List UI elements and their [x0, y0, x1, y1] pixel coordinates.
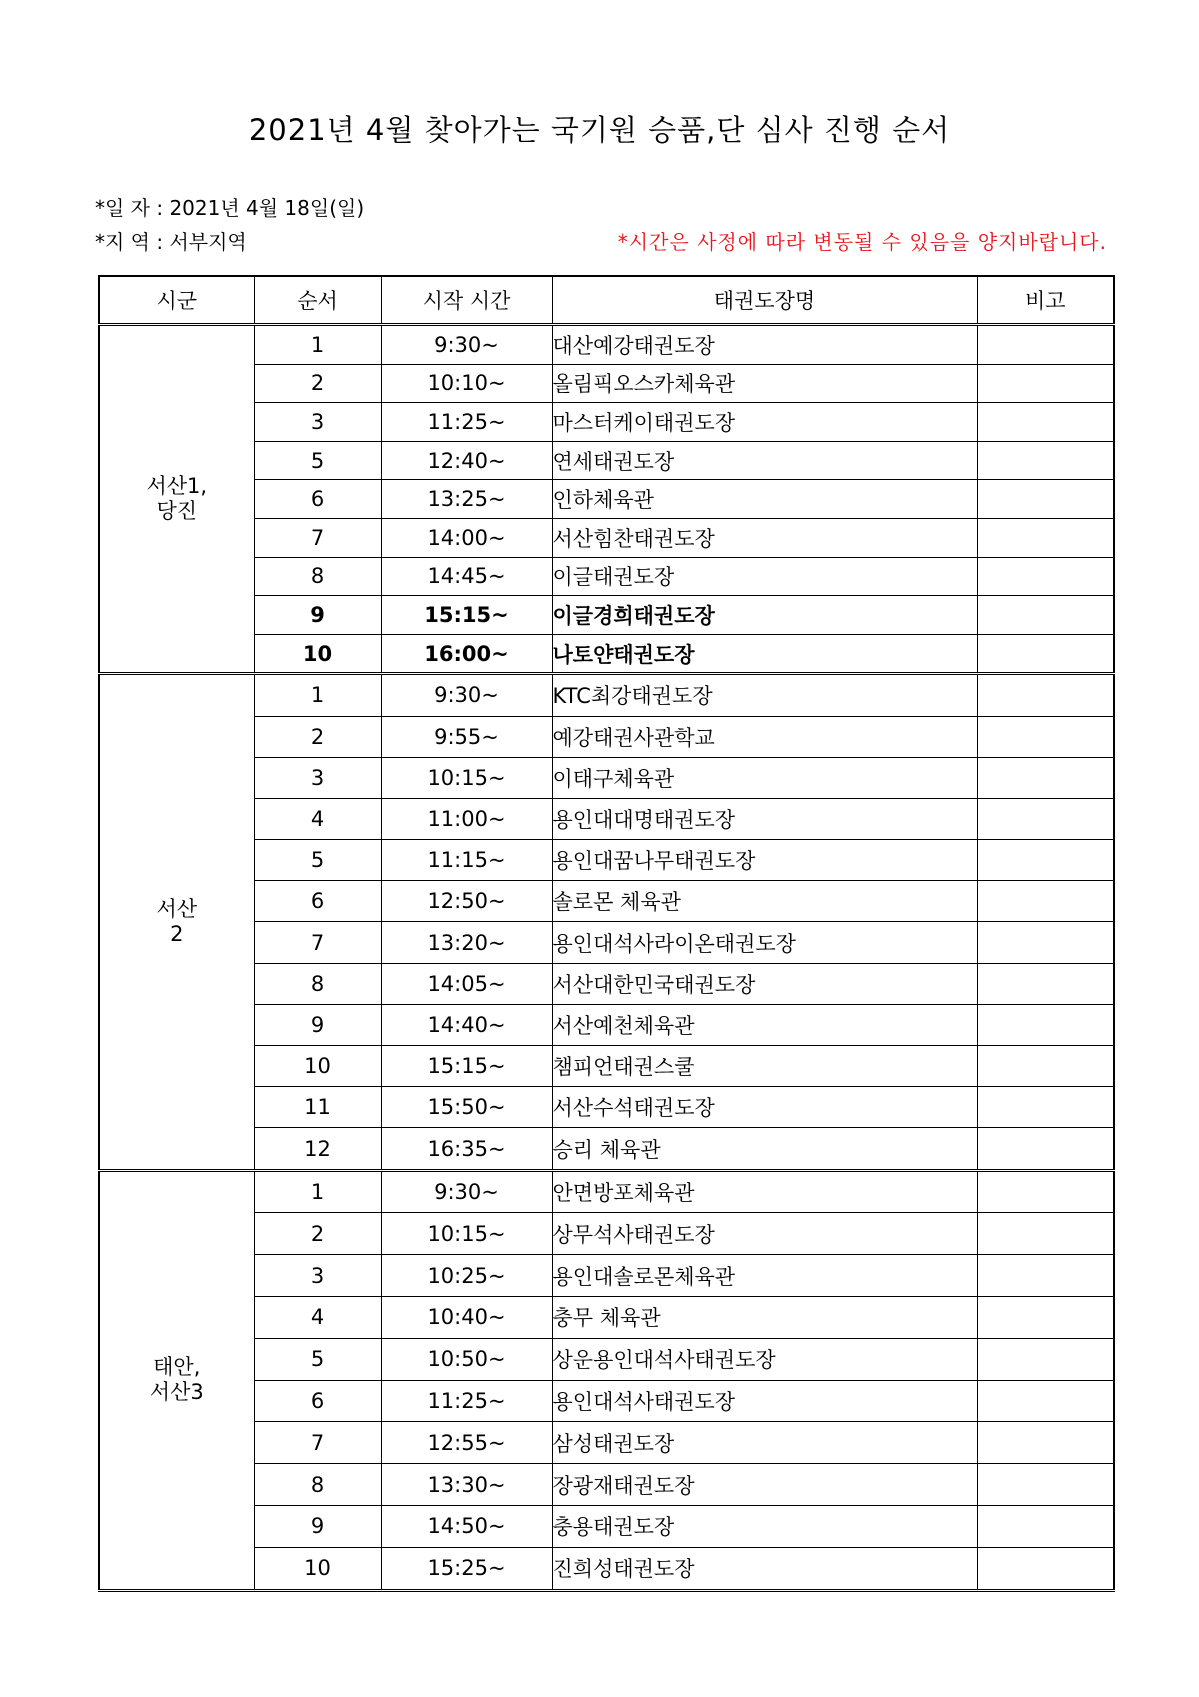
start-time-cell: 15:50~	[381, 1087, 552, 1128]
note-cell	[977, 1296, 1114, 1338]
dojang-name-cell: 장광재태권도장	[552, 1464, 977, 1506]
region-line: *지 역 : 서부지역	[95, 230, 247, 254]
order-cell: 5	[254, 441, 381, 480]
order-cell: 9	[254, 596, 381, 635]
dojang-name-cell: 용인대대명태권도장	[552, 798, 977, 839]
group-name-line: 서산	[156, 896, 198, 921]
note-cell	[977, 1170, 1114, 1213]
order-cell: 6	[254, 480, 381, 519]
note-cell	[977, 1255, 1114, 1297]
dojang-name-cell: 안면방포체육관	[552, 1170, 977, 1213]
start-time-cell: 12:55~	[381, 1422, 552, 1464]
start-time-cell: 9:30~	[381, 674, 552, 716]
header-order: 순서	[254, 276, 381, 325]
table-row	[99, 325, 1114, 365]
dojang-name-cell: 서산수석태권도장	[552, 1087, 977, 1128]
order-cell: 6	[254, 881, 381, 922]
start-time-cell: 16:00~	[381, 634, 552, 674]
start-time-cell: 15:15~	[381, 1046, 552, 1087]
dojang-name-cell: 대산예강태권도장	[552, 325, 977, 365]
order-cell: 10	[254, 1046, 381, 1087]
order-cell: 8	[254, 1464, 381, 1506]
dojang-name-cell: 상운용인대석사태권도장	[552, 1338, 977, 1380]
header-note: 비고	[977, 276, 1114, 325]
dojang-name-cell: 상무석사태권도장	[552, 1213, 977, 1255]
order-cell: 4	[254, 1296, 381, 1338]
start-time-cell: 14:50~	[381, 1505, 552, 1547]
order-cell: 3	[254, 403, 381, 442]
start-time-cell: 10:15~	[381, 1213, 552, 1255]
dojang-name-cell: 서산대한민국태권도장	[552, 963, 977, 1004]
start-time-cell: 13:25~	[381, 480, 552, 519]
start-time-cell: 11:25~	[381, 1380, 552, 1422]
group-name-line: 서산1,	[146, 474, 208, 499]
note-cell	[977, 798, 1114, 839]
dojang-name-cell: 마스터케이태권도장	[552, 403, 977, 442]
order-cell: 8	[254, 963, 381, 1004]
note-cell	[977, 1547, 1114, 1590]
order-cell: 10	[254, 1547, 381, 1590]
dojang-name-cell: 승리 체육관	[552, 1128, 977, 1170]
order-cell: 8	[254, 557, 381, 596]
note-cell	[977, 1087, 1114, 1128]
note-cell	[977, 1004, 1114, 1045]
header-region: 시군	[99, 276, 254, 325]
dojang-name-cell: 연세태권도장	[552, 441, 977, 480]
page-title: 2021년 4월 찾아가는 국기원 승품,단 심사 진행 순서	[248, 113, 951, 147]
group-name-cell	[99, 325, 254, 674]
dojang-name-cell: 서산힘찬태권도장	[552, 518, 977, 557]
start-time-cell: 11:25~	[381, 403, 552, 442]
note-cell	[977, 1380, 1114, 1422]
dojang-name-cell: 솔로몬 체육관	[552, 881, 977, 922]
order-cell: 9	[254, 1505, 381, 1547]
dojang-name-cell: 충용태권도장	[552, 1505, 977, 1547]
order-cell: 2	[254, 364, 381, 403]
start-time-cell: 13:30~	[381, 1464, 552, 1506]
order-cell: 6	[254, 1380, 381, 1422]
note-cell	[977, 634, 1114, 674]
start-time-cell: 14:05~	[381, 963, 552, 1004]
start-time-cell: 10:50~	[381, 1338, 552, 1380]
note-cell	[977, 963, 1114, 1004]
start-time-cell: 10:10~	[381, 364, 552, 403]
group-name-cell	[99, 1170, 254, 1590]
order-cell: 2	[254, 716, 381, 757]
order-cell: 1	[254, 674, 381, 716]
order-cell: 9	[254, 1004, 381, 1045]
dojang-name-cell: 삼성태권도장	[552, 1422, 977, 1464]
note-cell	[977, 1338, 1114, 1380]
note-cell	[977, 1464, 1114, 1506]
header-row	[99, 276, 1114, 325]
start-time-cell: 12:40~	[381, 441, 552, 480]
date-line: *일 자 : 2021년 4월 18일(일)	[95, 196, 365, 220]
note-cell	[977, 674, 1114, 716]
note-cell	[977, 364, 1114, 403]
dojang-name-cell: 용인대석사라이온태권도장	[552, 922, 977, 963]
group-name-line: 서산3	[149, 1380, 204, 1405]
dojang-name-cell: 용인대꿈나무태권도장	[552, 840, 977, 881]
group-name-line: 태안,	[153, 1355, 201, 1380]
order-cell: 7	[254, 922, 381, 963]
start-time-cell: 10:40~	[381, 1296, 552, 1338]
note-cell	[977, 596, 1114, 635]
note-cell	[977, 518, 1114, 557]
order-cell: 5	[254, 1338, 381, 1380]
start-time-cell: 14:40~	[381, 1004, 552, 1045]
note-cell	[977, 922, 1114, 963]
note-cell	[977, 1422, 1114, 1464]
header-start-time: 시작 시간	[381, 276, 552, 325]
order-cell: 5	[254, 840, 381, 881]
order-cell: 1	[254, 1170, 381, 1213]
dojang-name-cell: 나토얀태권도장	[552, 634, 977, 674]
order-cell: 2	[254, 1213, 381, 1255]
dojang-name-cell: 챔피언태권스쿨	[552, 1046, 977, 1087]
order-cell: 11	[254, 1087, 381, 1128]
dojang-name-cell: 올림픽오스카체육관	[552, 364, 977, 403]
dojang-name-cell: 이태구체육관	[552, 757, 977, 798]
dojang-name-cell: 이글경희태권도장	[552, 596, 977, 635]
start-time-cell: 15:15~	[381, 596, 552, 635]
start-time-cell: 10:25~	[381, 1255, 552, 1297]
note-cell	[977, 716, 1114, 757]
start-time-cell: 14:00~	[381, 518, 552, 557]
start-time-cell: 11:15~	[381, 840, 552, 881]
note-cell	[977, 1213, 1114, 1255]
dojang-name-cell: 진희성태권도장	[552, 1547, 977, 1590]
dojang-name-cell: 용인대석사태권도장	[552, 1380, 977, 1422]
order-cell: 7	[254, 518, 381, 557]
order-cell: 4	[254, 798, 381, 839]
start-time-cell: 16:35~	[381, 1128, 552, 1170]
dojang-name-cell: 인하체육관	[552, 480, 977, 519]
header-dojang-name: 태권도장명	[552, 276, 977, 325]
order-cell: 10	[254, 634, 381, 674]
group-name-line: 당진	[156, 499, 198, 524]
schedule-notice: *시간은 사정에 따라 변동될 수 있음을 양지바랍니다.	[617, 230, 1107, 254]
table-row	[99, 1170, 1114, 1213]
note-cell	[977, 1128, 1114, 1170]
start-time-cell: 11:00~	[381, 798, 552, 839]
dojang-name-cell: KTC최강태권도장	[552, 674, 977, 716]
dojang-name-cell: 용인대솔로몬체육관	[552, 1255, 977, 1297]
order-cell: 7	[254, 1422, 381, 1464]
note-cell	[977, 325, 1114, 365]
group-name-cell	[99, 674, 254, 1170]
order-cell: 3	[254, 757, 381, 798]
note-cell	[977, 1505, 1114, 1547]
dojang-name-cell: 충무 체육관	[552, 1296, 977, 1338]
start-time-cell: 9:55~	[381, 716, 552, 757]
order-cell: 3	[254, 1255, 381, 1297]
group-name-line: 2	[170, 921, 184, 946]
dojang-name-cell: 서산예천체육관	[552, 1004, 977, 1045]
start-time-cell: 9:30~	[381, 1170, 552, 1213]
order-cell: 1	[254, 325, 381, 365]
note-cell	[977, 480, 1114, 519]
start-time-cell: 10:15~	[381, 757, 552, 798]
dojang-name-cell: 예강태권사관학교	[552, 716, 977, 757]
note-cell	[977, 840, 1114, 881]
note-cell	[977, 1046, 1114, 1087]
start-time-cell: 13:20~	[381, 922, 552, 963]
schedule-body	[99, 325, 1114, 1591]
start-time-cell: 14:45~	[381, 557, 552, 596]
dojang-name-cell: 이글태권도장	[552, 557, 977, 596]
note-cell	[977, 881, 1114, 922]
order-cell: 12	[254, 1128, 381, 1170]
start-time-cell: 15:25~	[381, 1547, 552, 1590]
start-time-cell: 12:50~	[381, 881, 552, 922]
note-cell	[977, 757, 1114, 798]
note-cell	[977, 557, 1114, 596]
note-cell	[977, 441, 1114, 480]
start-time-cell: 9:30~	[381, 325, 552, 365]
table-row	[99, 674, 1114, 716]
schedule-table	[98, 275, 1115, 1592]
note-cell	[977, 403, 1114, 442]
